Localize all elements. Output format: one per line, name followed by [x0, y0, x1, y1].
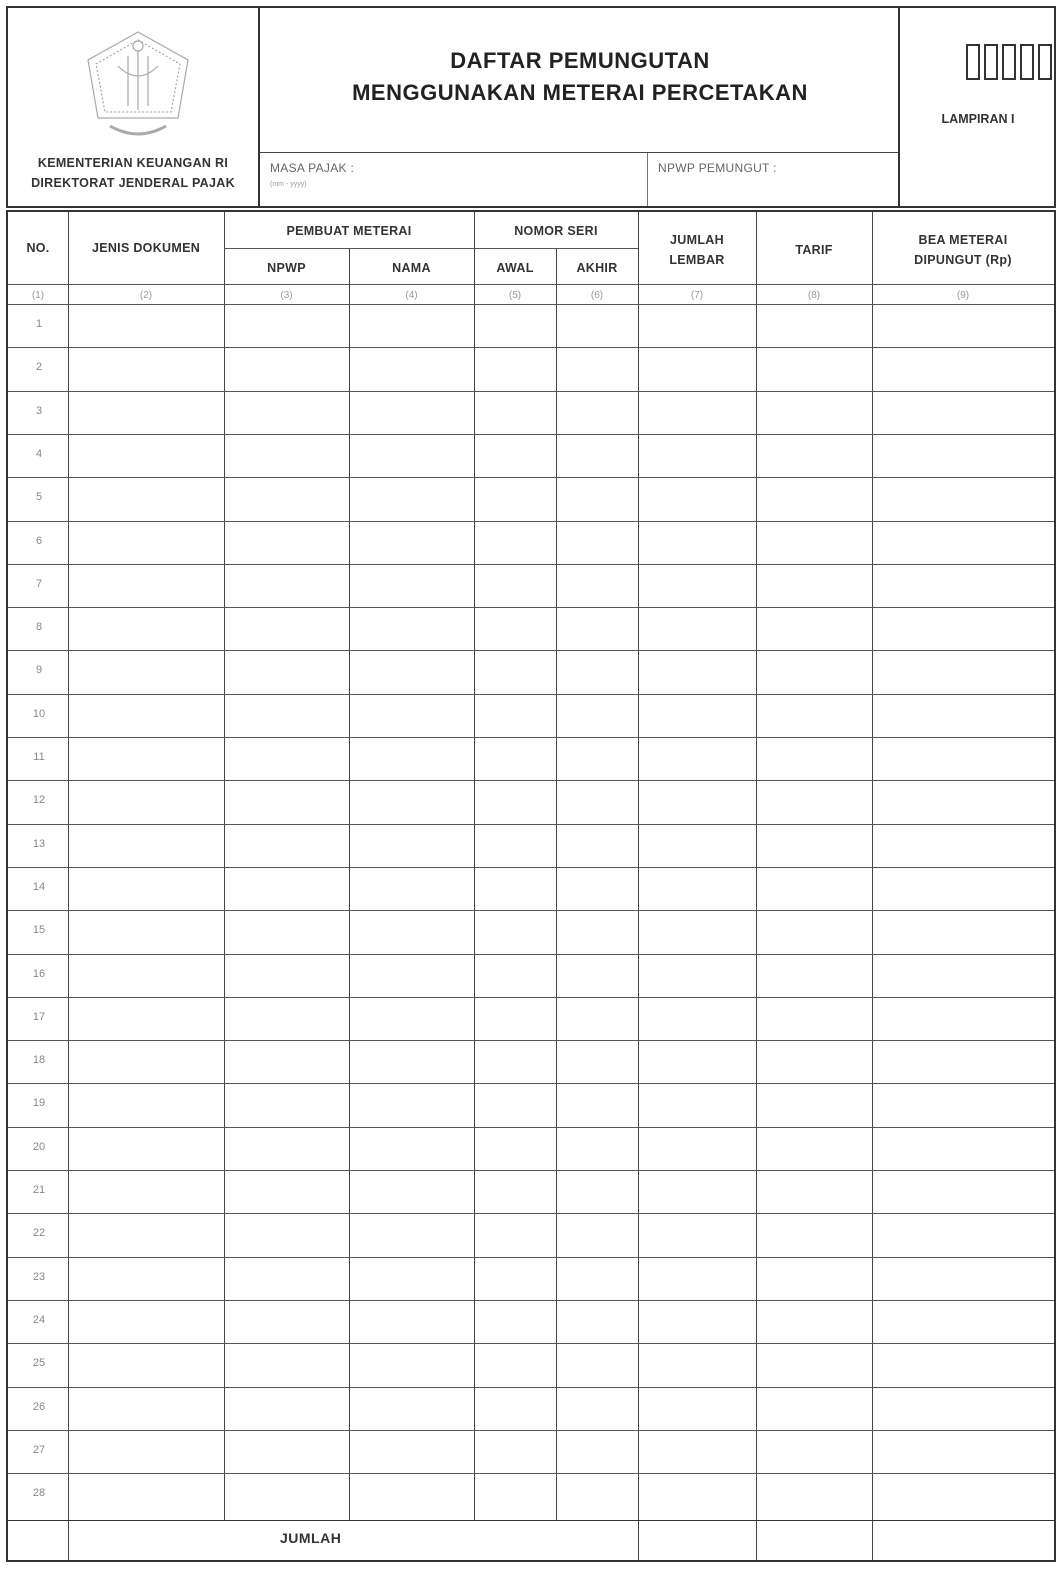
col-number: (2): [139, 290, 153, 301]
row-number: 12: [32, 794, 46, 807]
row-number: 19: [32, 1097, 46, 1110]
directorate-name: DIREKTORAT JENDERAL PAJAK: [31, 176, 235, 190]
row-number: 26: [32, 1400, 46, 1413]
row-number: 6: [35, 534, 43, 547]
row-number: 11: [33, 751, 45, 763]
col-header-awal: AWAL: [496, 261, 534, 275]
col-header-lembar: LEMBAR: [669, 253, 725, 267]
row-number: 9: [35, 664, 43, 677]
col-number: (9): [956, 290, 970, 301]
row-number: 4: [35, 447, 43, 460]
form-title-line2: MENGGUNAKAN METERAI PERCETAKAN: [352, 80, 808, 105]
masa-pajak-label: MASA PAJAK :: [270, 161, 355, 175]
masa-pajak-field[interactable]: [260, 153, 648, 206]
col-header-tarif: TARIF: [795, 243, 833, 257]
col-number: (5): [508, 290, 522, 301]
lampiran-cell: [898, 8, 1054, 206]
row-number: 27: [32, 1443, 46, 1456]
masa-pajak-hint: (mm - yyyy): [270, 181, 307, 188]
col-header-no: NO.: [26, 241, 50, 255]
row-number: 13: [32, 837, 46, 850]
row-number: 2: [35, 361, 43, 374]
collection-table: [6, 210, 1056, 1562]
row-number: 24: [32, 1313, 46, 1326]
col-number: (7): [690, 290, 704, 301]
row-number: 23: [32, 1270, 46, 1283]
form-code-boxes: [966, 44, 1052, 80]
col-number: (4): [405, 290, 418, 301]
col-group-nomor-seri: NOMOR SERI: [514, 224, 598, 238]
ministry-name: KEMENTERIAN KEUANGAN RI: [37, 156, 229, 170]
ministry-emblem-icon: [70, 26, 206, 146]
col-header-bea-meterai: BEA METERAI: [918, 233, 1008, 247]
col-number: (3): [280, 290, 293, 301]
row-number: 15: [32, 924, 46, 937]
col-number: (6): [590, 290, 604, 301]
form-title-line1: DAFTAR PEMUNGUTAN: [450, 48, 710, 73]
col-header-npwp: NPWP: [267, 261, 306, 275]
col-header-dipungut: DIPUNGUT (Rp): [914, 253, 1012, 267]
row-number: 3: [35, 404, 43, 417]
col-header-jumlah: JUMLAH: [670, 233, 724, 247]
col-header-akhir: AKHIR: [576, 261, 618, 275]
row-number: 21: [32, 1184, 46, 1196]
row-number: 10: [32, 707, 46, 720]
row-number: 20: [32, 1140, 46, 1153]
npwp-pemungut-field[interactable]: [648, 153, 898, 206]
row-number: 17: [32, 1010, 46, 1023]
npwp-pemungut-label: NPWP PEMUNGUT :: [658, 161, 777, 175]
lampiran-label: LAMPIRAN I: [941, 112, 1015, 126]
row-number: 8: [35, 621, 43, 634]
title-cell: [260, 8, 900, 153]
row-number: 14: [32, 880, 46, 893]
row-number: 28: [32, 1487, 46, 1500]
row-number: 5: [35, 491, 43, 504]
row-number: 1: [35, 318, 43, 330]
col-header-jenis-dokumen: JENIS DOKUMEN: [91, 241, 201, 255]
row-number: 25: [32, 1357, 46, 1370]
col-number: (1): [31, 290, 45, 301]
logo-cell: [8, 8, 260, 206]
col-number: (8): [807, 290, 821, 301]
row-number: 22: [32, 1227, 46, 1240]
col-group-pembuat-meterai: PEMBUAT METERAI: [286, 224, 412, 238]
row-number: 18: [32, 1054, 46, 1067]
row-number: 7: [35, 577, 43, 590]
row-number: 16: [32, 967, 46, 980]
total-label: JUMLAH: [280, 1530, 342, 1546]
col-header-nama: NAMA: [392, 261, 431, 275]
form-header: [6, 6, 1056, 208]
